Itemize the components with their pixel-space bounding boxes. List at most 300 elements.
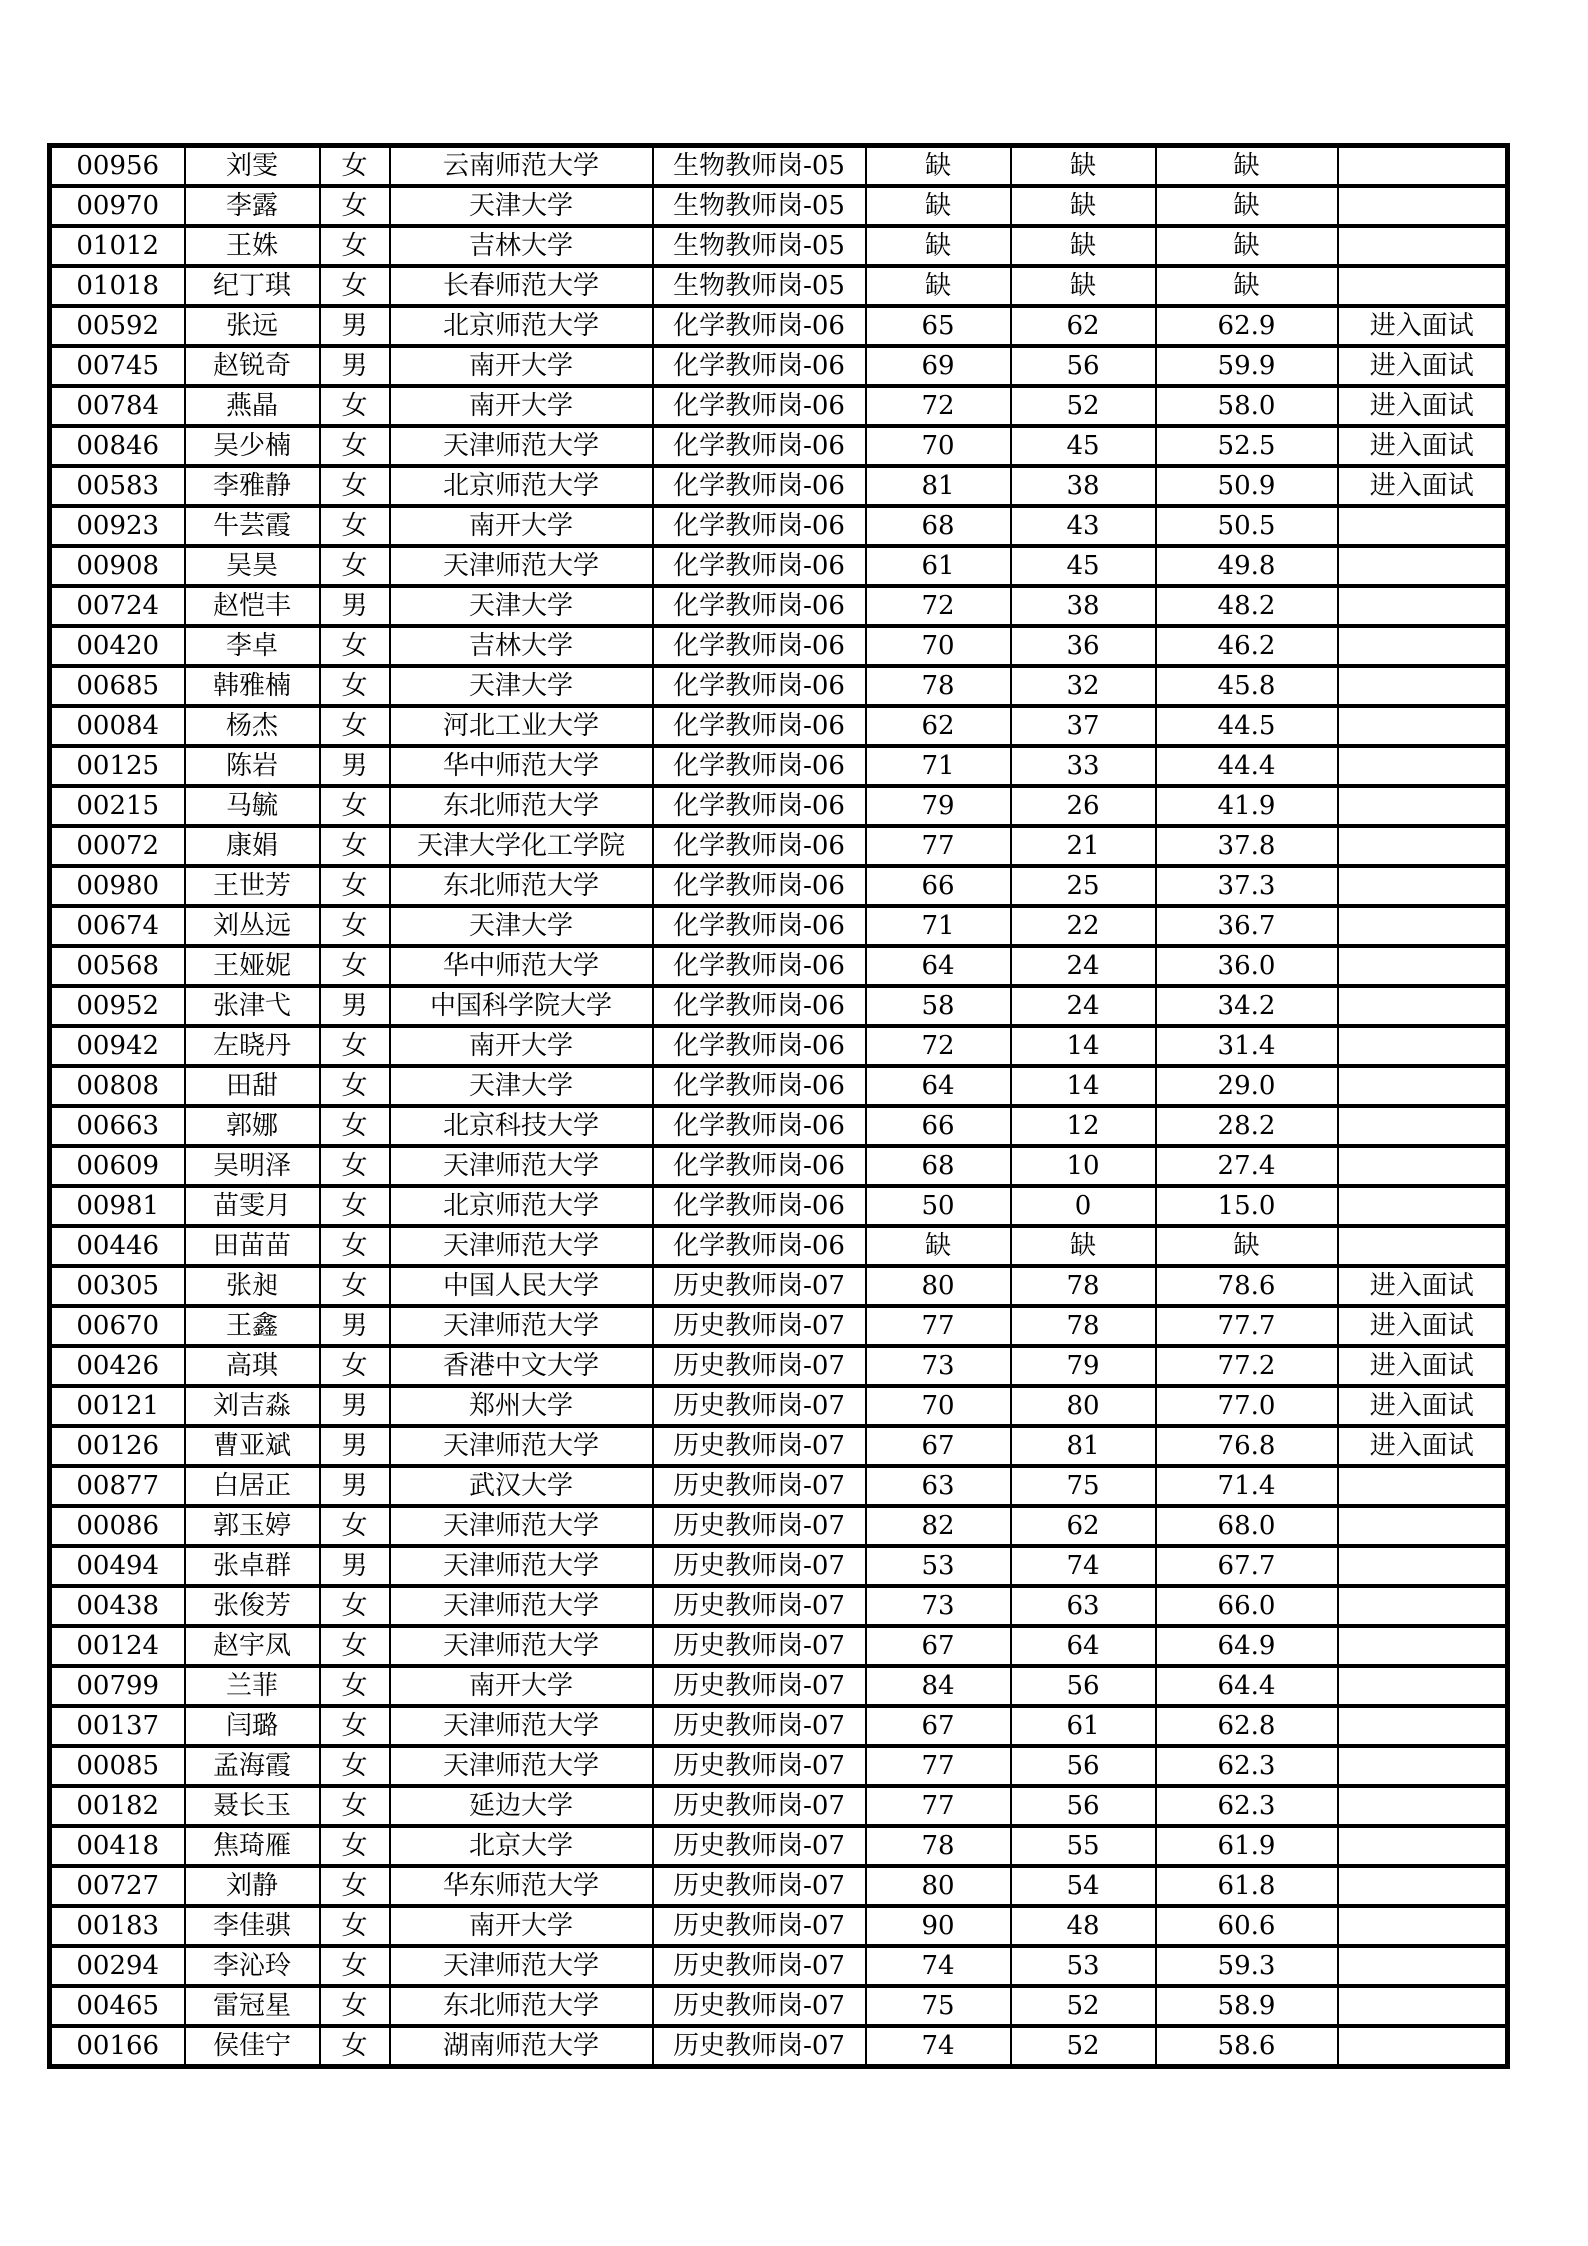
cell-remark: [1338, 706, 1508, 746]
cell-total-score: 64.4: [1156, 1666, 1338, 1706]
cell-total-score: 52.5: [1156, 426, 1338, 466]
cell-position: 历史教师岗-07: [653, 1626, 866, 1666]
table-row: [50, 1106, 1508, 1146]
cell-candidate-id: 00215: [50, 786, 185, 826]
cell-written-score: 62: [866, 706, 1011, 746]
cell-candidate-name: 高琪: [185, 1346, 320, 1386]
cell-gender: 女: [320, 186, 390, 226]
cell-written-score: 90: [866, 1906, 1011, 1946]
cell-gender: 女: [320, 1586, 390, 1626]
table-row: [50, 906, 1508, 946]
cell-candidate-id: 00182: [50, 1786, 185, 1826]
cell-university: 湖南师范大学: [390, 2026, 653, 2067]
cell-university: 南开大学: [390, 506, 653, 546]
cell-position: 历史教师岗-07: [653, 1306, 866, 1346]
cell-written-score: 79: [866, 786, 1011, 826]
cell-university: 天津师范大学: [390, 1626, 653, 1666]
cell-interview-score: 缺: [1011, 266, 1156, 306]
cell-candidate-id: 00799: [50, 1666, 185, 1706]
cell-interview-score: 26: [1011, 786, 1156, 826]
results-table-body: [50, 146, 1508, 2067]
cell-university: 北京师范大学: [390, 1186, 653, 1226]
cell-candidate-name: 张津弋: [185, 986, 320, 1026]
cell-candidate-name: 白居正: [185, 1466, 320, 1506]
cell-candidate-name: 杨杰: [185, 706, 320, 746]
cell-candidate-name: 曹亚斌: [185, 1426, 320, 1466]
cell-position: 化学教师岗-06: [653, 666, 866, 706]
cell-candidate-id: 00438: [50, 1586, 185, 1626]
cell-candidate-name: 雷冠星: [185, 1986, 320, 2026]
table-row: [50, 226, 1508, 266]
cell-written-score: 53: [866, 1546, 1011, 1586]
cell-candidate-name: 聂长玉: [185, 1786, 320, 1826]
results-table: [47, 143, 1510, 2069]
cell-university: 天津师范大学: [390, 1706, 653, 1746]
cell-position: 化学教师岗-06: [653, 386, 866, 426]
cell-written-score: 68: [866, 506, 1011, 546]
table-row: [50, 386, 1508, 426]
cell-university: 东北师范大学: [390, 866, 653, 906]
cell-candidate-id: 00670: [50, 1306, 185, 1346]
cell-candidate-name: 张昶: [185, 1266, 320, 1306]
cell-position: 历史教师岗-07: [653, 1986, 866, 2026]
cell-written-score: 缺: [866, 186, 1011, 226]
cell-total-score: 缺: [1156, 186, 1338, 226]
cell-remark: 进入面试: [1338, 346, 1508, 386]
cell-total-score: 77.2: [1156, 1346, 1338, 1386]
cell-university: 武汉大学: [390, 1466, 653, 1506]
cell-interview-score: 53: [1011, 1946, 1156, 1986]
cell-candidate-id: 00942: [50, 1026, 185, 1066]
cell-written-score: 65: [866, 306, 1011, 346]
cell-position: 化学教师岗-06: [653, 746, 866, 786]
cell-written-score: 73: [866, 1586, 1011, 1626]
cell-remark: [1338, 1746, 1508, 1786]
cell-candidate-id: 00784: [50, 386, 185, 426]
cell-position: 历史教师岗-07: [653, 1786, 866, 1826]
cell-interview-score: 61: [1011, 1706, 1156, 1746]
cell-interview-score: 25: [1011, 866, 1156, 906]
cell-position: 化学教师岗-06: [653, 906, 866, 946]
cell-position: 历史教师岗-07: [653, 1346, 866, 1386]
cell-candidate-id: 00663: [50, 1106, 185, 1146]
cell-candidate-id: 00465: [50, 1986, 185, 2026]
cell-gender: 男: [320, 986, 390, 1026]
cell-remark: [1338, 1666, 1508, 1706]
cell-candidate-id: 00086: [50, 1506, 185, 1546]
cell-written-score: 66: [866, 1106, 1011, 1146]
cell-interview-score: 56: [1011, 1746, 1156, 1786]
cell-candidate-id: 00305: [50, 1266, 185, 1306]
cell-university: 天津师范大学: [390, 1306, 653, 1346]
cell-interview-score: 21: [1011, 826, 1156, 866]
cell-candidate-name: 田苗苗: [185, 1226, 320, 1266]
cell-written-score: 80: [866, 1866, 1011, 1906]
cell-gender: 女: [320, 1346, 390, 1386]
cell-written-score: 78: [866, 1826, 1011, 1866]
cell-university: 天津大学: [390, 666, 653, 706]
cell-interview-score: 43: [1011, 506, 1156, 546]
cell-total-score: 61.9: [1156, 1826, 1338, 1866]
cell-written-score: 缺: [866, 266, 1011, 306]
table-row: [50, 586, 1508, 626]
table-row: [50, 506, 1508, 546]
cell-position: 生物教师岗-05: [653, 226, 866, 266]
cell-remark: [1338, 906, 1508, 946]
table-row: [50, 946, 1508, 986]
cell-position: 化学教师岗-06: [653, 1146, 866, 1186]
cell-candidate-name: 焦琦雁: [185, 1826, 320, 1866]
cell-candidate-id: 00908: [50, 546, 185, 586]
cell-remark: 进入面试: [1338, 306, 1508, 346]
cell-total-score: 29.0: [1156, 1066, 1338, 1106]
cell-remark: [1338, 586, 1508, 626]
cell-total-score: 50.9: [1156, 466, 1338, 506]
cell-total-score: 28.2: [1156, 1106, 1338, 1146]
cell-gender: 女: [320, 1986, 390, 2026]
cell-university: 天津师范大学: [390, 1946, 653, 1986]
cell-written-score: 81: [866, 466, 1011, 506]
cell-candidate-id: 00137: [50, 1706, 185, 1746]
cell-total-score: 37.3: [1156, 866, 1338, 906]
cell-total-score: 58.0: [1156, 386, 1338, 426]
cell-total-score: 76.8: [1156, 1426, 1338, 1466]
cell-total-score: 46.2: [1156, 626, 1338, 666]
cell-interview-score: 78: [1011, 1266, 1156, 1306]
cell-university: 天津大学: [390, 1066, 653, 1106]
cell-written-score: 67: [866, 1706, 1011, 1746]
cell-total-score: 64.9: [1156, 1626, 1338, 1666]
table-row: [50, 1586, 1508, 1626]
cell-position: 化学教师岗-06: [653, 306, 866, 346]
cell-university: 南开大学: [390, 1906, 653, 1946]
cell-university: 天津师范大学: [390, 1506, 653, 1546]
cell-candidate-id: 00125: [50, 746, 185, 786]
cell-remark: [1338, 746, 1508, 786]
cell-remark: [1338, 1986, 1508, 2026]
cell-gender: 女: [320, 1146, 390, 1186]
cell-total-score: 50.5: [1156, 506, 1338, 546]
cell-university: 河北工业大学: [390, 706, 653, 746]
cell-position: 化学教师岗-06: [653, 1026, 866, 1066]
cell-written-score: 缺: [866, 146, 1011, 187]
cell-candidate-id: 00583: [50, 466, 185, 506]
table-row: [50, 1986, 1508, 2026]
table-row: [50, 146, 1508, 187]
cell-remark: [1338, 146, 1508, 187]
cell-position: 历史教师岗-07: [653, 1546, 866, 1586]
cell-candidate-id: 00877: [50, 1466, 185, 1506]
cell-candidate-name: 吴昊: [185, 546, 320, 586]
cell-remark: [1338, 506, 1508, 546]
cell-written-score: 67: [866, 1426, 1011, 1466]
cell-position: 化学教师岗-06: [653, 1066, 866, 1106]
cell-candidate-name: 赵锐奇: [185, 346, 320, 386]
table-row: [50, 1546, 1508, 1586]
cell-gender: 男: [320, 306, 390, 346]
cell-candidate-name: 燕晶: [185, 386, 320, 426]
cell-remark: 进入面试: [1338, 466, 1508, 506]
cell-university: 天津师范大学: [390, 1746, 653, 1786]
cell-remark: [1338, 1066, 1508, 1106]
cell-total-score: 59.3: [1156, 1946, 1338, 1986]
cell-remark: [1338, 986, 1508, 1026]
cell-position: 化学教师岗-06: [653, 1186, 866, 1226]
cell-written-score: 78: [866, 666, 1011, 706]
cell-university: 北京师范大学: [390, 466, 653, 506]
cell-candidate-name: 赵恺丰: [185, 586, 320, 626]
table-row: [50, 1746, 1508, 1786]
cell-position: 化学教师岗-06: [653, 786, 866, 826]
cell-gender: 男: [320, 1386, 390, 1426]
cell-interview-score: 52: [1011, 386, 1156, 426]
cell-total-score: 59.9: [1156, 346, 1338, 386]
cell-candidate-id: 00420: [50, 626, 185, 666]
cell-candidate-id: 01018: [50, 266, 185, 306]
cell-total-score: 缺: [1156, 146, 1338, 187]
cell-gender: 女: [320, 1186, 390, 1226]
cell-university: 吉林大学: [390, 626, 653, 666]
cell-university: 南开大学: [390, 1666, 653, 1706]
cell-interview-score: 62: [1011, 306, 1156, 346]
cell-position: 化学教师岗-06: [653, 946, 866, 986]
cell-gender: 女: [320, 1786, 390, 1826]
cell-total-score: 48.2: [1156, 586, 1338, 626]
cell-university: 东北师范大学: [390, 1986, 653, 2026]
cell-position: 化学教师岗-06: [653, 586, 866, 626]
cell-candidate-id: 00745: [50, 346, 185, 386]
table-row: [50, 306, 1508, 346]
cell-candidate-id: 00426: [50, 1346, 185, 1386]
cell-university: 吉林大学: [390, 226, 653, 266]
cell-interview-score: 56: [1011, 346, 1156, 386]
cell-gender: 女: [320, 266, 390, 306]
cell-written-score: 69: [866, 346, 1011, 386]
cell-total-score: 36.7: [1156, 906, 1338, 946]
cell-remark: 进入面试: [1338, 1306, 1508, 1346]
cell-gender: 女: [320, 386, 390, 426]
cell-university: 郑州大学: [390, 1386, 653, 1426]
cell-candidate-name: 张卓群: [185, 1546, 320, 1586]
cell-gender: 女: [320, 2026, 390, 2067]
cell-interview-score: 74: [1011, 1546, 1156, 1586]
cell-position: 化学教师岗-06: [653, 626, 866, 666]
cell-interview-score: 45: [1011, 546, 1156, 586]
cell-university: 云南师范大学: [390, 146, 653, 187]
table-row: [50, 1666, 1508, 1706]
cell-total-score: 77.0: [1156, 1386, 1338, 1426]
cell-university: 天津师范大学: [390, 1586, 653, 1626]
cell-university: 南开大学: [390, 386, 653, 426]
cell-candidate-id: 01012: [50, 226, 185, 266]
cell-candidate-name: 刘丛远: [185, 906, 320, 946]
cell-interview-score: 36: [1011, 626, 1156, 666]
cell-candidate-id: 00446: [50, 1226, 185, 1266]
cell-remark: [1338, 226, 1508, 266]
table-row: [50, 186, 1508, 226]
cell-gender: 女: [320, 466, 390, 506]
cell-remark: 进入面试: [1338, 1266, 1508, 1306]
cell-remark: [1338, 786, 1508, 826]
cell-position: 历史教师岗-07: [653, 1266, 866, 1306]
table-row: [50, 1186, 1508, 1226]
cell-written-score: 缺: [866, 226, 1011, 266]
cell-written-score: 66: [866, 866, 1011, 906]
cell-gender: 女: [320, 706, 390, 746]
cell-position: 历史教师岗-07: [653, 1746, 866, 1786]
cell-university: 天津大学: [390, 906, 653, 946]
cell-remark: [1338, 1506, 1508, 1546]
cell-university: 天津师范大学: [390, 546, 653, 586]
cell-written-score: 71: [866, 906, 1011, 946]
cell-interview-score: 24: [1011, 946, 1156, 986]
table-row: [50, 1826, 1508, 1866]
cell-candidate-name: 吴少楠: [185, 426, 320, 466]
cell-interview-score: 62: [1011, 1506, 1156, 1546]
cell-remark: [1338, 1906, 1508, 1946]
cell-remark: 进入面试: [1338, 1426, 1508, 1466]
cell-university: 华东师范大学: [390, 1866, 653, 1906]
cell-candidate-name: 兰菲: [185, 1666, 320, 1706]
cell-position: 历史教师岗-07: [653, 1906, 866, 1946]
cell-gender: 女: [320, 1866, 390, 1906]
cell-remark: [1338, 1946, 1508, 1986]
cell-candidate-id: 00923: [50, 506, 185, 546]
cell-written-score: 72: [866, 586, 1011, 626]
cell-interview-score: 12: [1011, 1106, 1156, 1146]
cell-remark: [1338, 1546, 1508, 1586]
cell-position: 化学教师岗-06: [653, 1226, 866, 1266]
cell-candidate-name: 康娟: [185, 826, 320, 866]
cell-candidate-id: 00674: [50, 906, 185, 946]
cell-written-score: 77: [866, 1746, 1011, 1786]
cell-gender: 女: [320, 1106, 390, 1146]
table-row: [50, 1226, 1508, 1266]
table-row: [50, 1346, 1508, 1386]
cell-position: 历史教师岗-07: [653, 1826, 866, 1866]
cell-candidate-name: 张远: [185, 306, 320, 346]
cell-gender: 女: [320, 1746, 390, 1786]
cell-total-score: 41.9: [1156, 786, 1338, 826]
cell-total-score: 66.0: [1156, 1586, 1338, 1626]
cell-position: 化学教师岗-06: [653, 986, 866, 1026]
table-row: [50, 1146, 1508, 1186]
cell-candidate-name: 苗雯月: [185, 1186, 320, 1226]
cell-candidate-name: 陈岩: [185, 746, 320, 786]
cell-university: 天津师范大学: [390, 1226, 653, 1266]
cell-remark: 进入面试: [1338, 386, 1508, 426]
cell-university: 华中师范大学: [390, 746, 653, 786]
cell-total-score: 37.8: [1156, 826, 1338, 866]
cell-university: 天津大学: [390, 186, 653, 226]
cell-university: 香港中文大学: [390, 1346, 653, 1386]
cell-interview-score: 80: [1011, 1386, 1156, 1426]
cell-gender: 男: [320, 746, 390, 786]
cell-gender: 女: [320, 146, 390, 187]
cell-interview-score: 37: [1011, 706, 1156, 746]
cell-written-score: 77: [866, 1306, 1011, 1346]
table-row: [50, 1066, 1508, 1106]
cell-interview-score: 48: [1011, 1906, 1156, 1946]
cell-gender: 女: [320, 826, 390, 866]
table-row: [50, 826, 1508, 866]
cell-remark: [1338, 1586, 1508, 1626]
cell-candidate-name: 王姝: [185, 226, 320, 266]
cell-gender: 女: [320, 1906, 390, 1946]
cell-total-score: 27.4: [1156, 1146, 1338, 1186]
cell-position: 化学教师岗-06: [653, 866, 866, 906]
cell-university: 北京大学: [390, 1826, 653, 1866]
table-row: [50, 546, 1508, 586]
cell-gender: 男: [320, 1546, 390, 1586]
cell-total-score: 34.2: [1156, 986, 1338, 1026]
cell-interview-score: 75: [1011, 1466, 1156, 1506]
cell-candidate-id: 00981: [50, 1186, 185, 1226]
cell-written-score: 70: [866, 626, 1011, 666]
cell-candidate-id: 00846: [50, 426, 185, 466]
cell-university: 北京科技大学: [390, 1106, 653, 1146]
cell-gender: 女: [320, 1066, 390, 1106]
cell-gender: 女: [320, 1266, 390, 1306]
cell-candidate-id: 00685: [50, 666, 185, 706]
cell-candidate-name: 王鑫: [185, 1306, 320, 1346]
cell-total-score: 67.7: [1156, 1546, 1338, 1586]
cell-total-score: 61.8: [1156, 1866, 1338, 1906]
cell-candidate-id: 00980: [50, 866, 185, 906]
table-row: [50, 1906, 1508, 1946]
cell-written-score: 72: [866, 386, 1011, 426]
cell-written-score: 58: [866, 986, 1011, 1026]
cell-university: 延边大学: [390, 1786, 653, 1826]
cell-university: 长春师范大学: [390, 266, 653, 306]
cell-candidate-name: 牛芸霞: [185, 506, 320, 546]
cell-interview-score: 56: [1011, 1786, 1156, 1826]
cell-position: 历史教师岗-07: [653, 1946, 866, 1986]
cell-interview-score: 52: [1011, 1986, 1156, 2026]
cell-written-score: 72: [866, 1026, 1011, 1066]
cell-candidate-id: 00085: [50, 1746, 185, 1786]
cell-position: 历史教师岗-07: [653, 1466, 866, 1506]
cell-university: 天津师范大学: [390, 426, 653, 466]
cell-interview-score: 10: [1011, 1146, 1156, 1186]
cell-interview-score: 79: [1011, 1346, 1156, 1386]
cell-remark: [1338, 1826, 1508, 1866]
cell-position: 化学教师岗-06: [653, 346, 866, 386]
cell-candidate-id: 00126: [50, 1426, 185, 1466]
cell-interview-score: 0: [1011, 1186, 1156, 1226]
cell-remark: 进入面试: [1338, 1346, 1508, 1386]
table-row: [50, 426, 1508, 466]
cell-total-score: 58.9: [1156, 1986, 1338, 2026]
cell-gender: 女: [320, 1706, 390, 1746]
cell-total-score: 77.7: [1156, 1306, 1338, 1346]
cell-interview-score: 14: [1011, 1066, 1156, 1106]
cell-gender: 女: [320, 226, 390, 266]
cell-total-score: 44.5: [1156, 706, 1338, 746]
cell-gender: 女: [320, 1946, 390, 1986]
cell-candidate-name: 韩雅楠: [185, 666, 320, 706]
cell-interview-score: 81: [1011, 1426, 1156, 1466]
cell-total-score: 62.3: [1156, 1746, 1338, 1786]
table-row: [50, 2026, 1508, 2067]
table-row: [50, 666, 1508, 706]
cell-written-score: 50: [866, 1186, 1011, 1226]
cell-gender: 女: [320, 1506, 390, 1546]
cell-university: 北京师范大学: [390, 306, 653, 346]
cell-university: 天津大学: [390, 586, 653, 626]
cell-gender: 女: [320, 426, 390, 466]
cell-candidate-name: 赵宇凤: [185, 1626, 320, 1666]
